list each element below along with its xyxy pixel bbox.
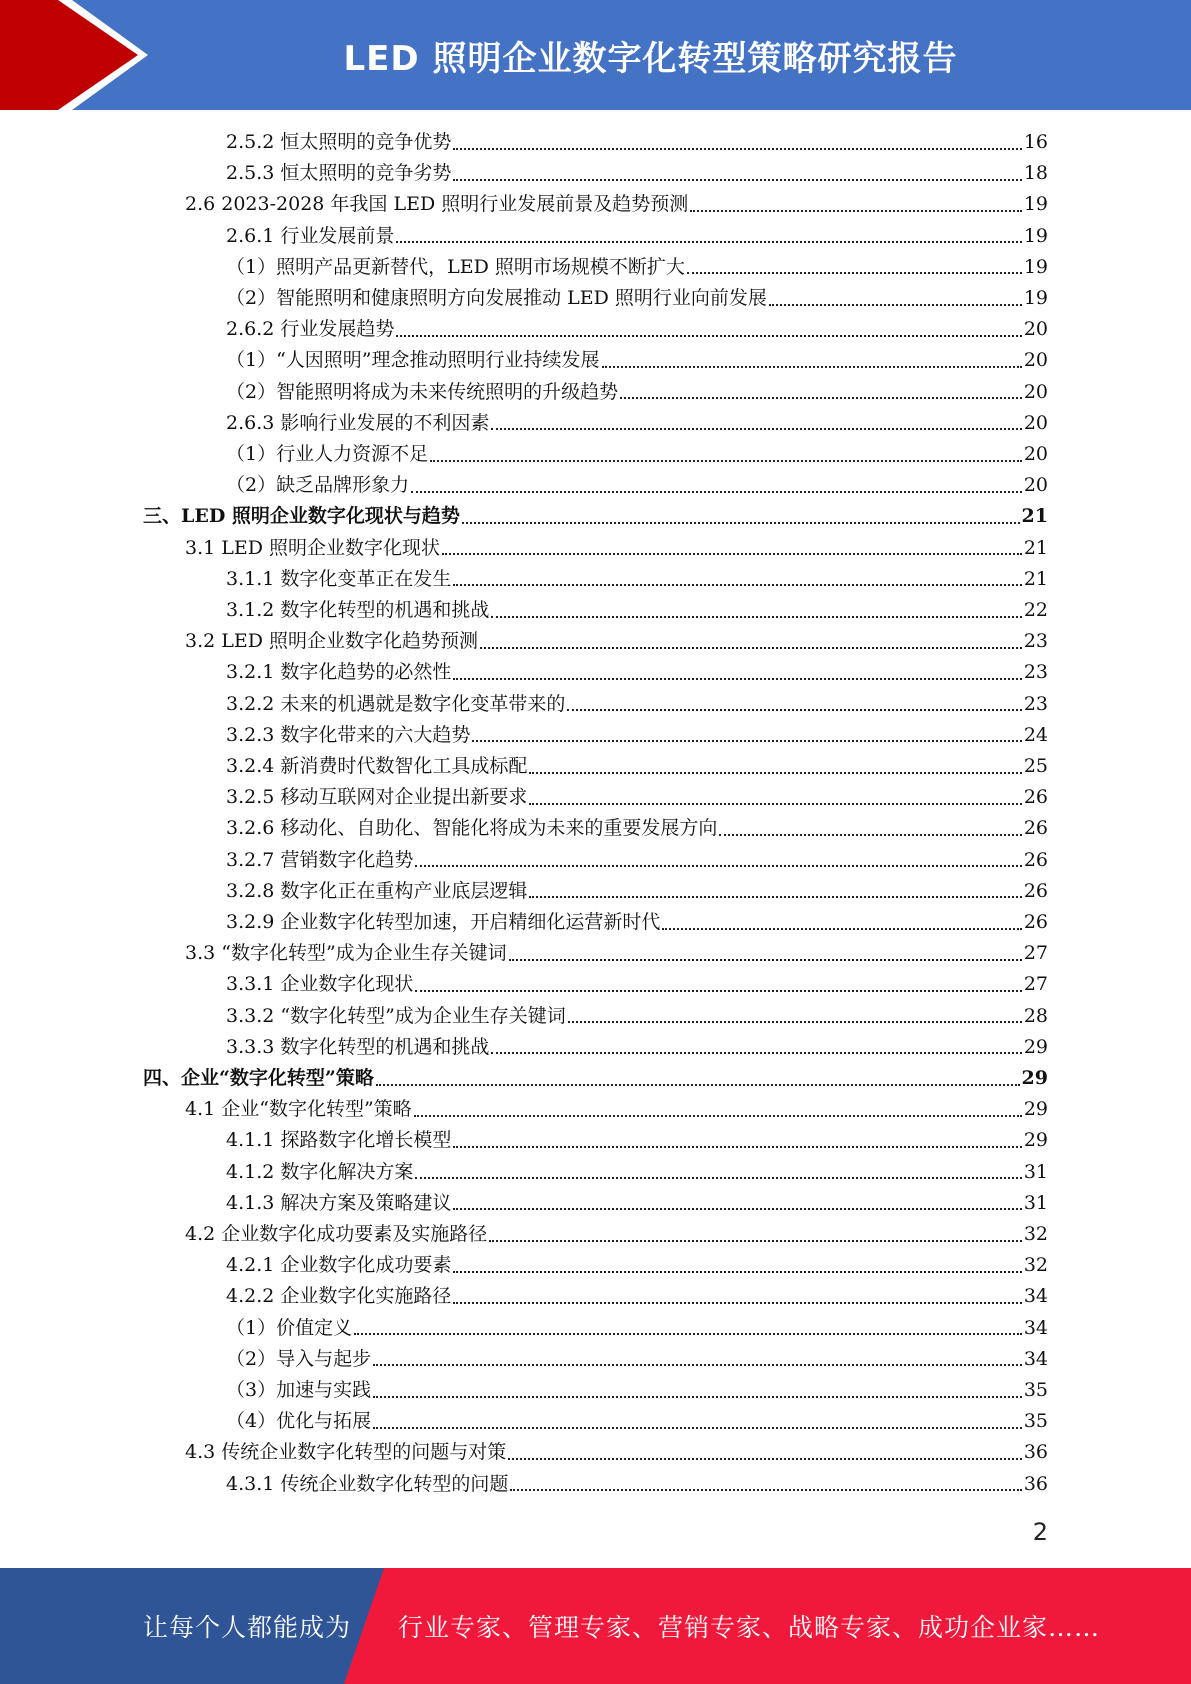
- toc-entry-title: 4.3 传统企业数字化转型的问题与对策: [185, 1441, 507, 1464]
- toc-entry[interactable]: [226, 1125, 1048, 1156]
- toc-entry-page: 16: [1023, 131, 1048, 153]
- toc-entry[interactable]: [185, 189, 1048, 220]
- toc-entry[interactable]: [226, 1375, 1048, 1406]
- toc-entry-page: 26: [1023, 848, 1048, 871]
- toc-entry[interactable]: [226, 720, 1048, 751]
- toc-entry-page: 31: [1023, 1160, 1048, 1183]
- toc-entry-page: 36: [1023, 1472, 1048, 1495]
- toc-entry-page: 26: [1023, 786, 1048, 809]
- toc-dot-leader: [411, 491, 1022, 493]
- toc-entry-title: 3.3.2 “数字化转型”成为企业生存关键词: [226, 1004, 566, 1027]
- toc-entry-title: 4.2.2 企业数字化实施路径: [226, 1285, 452, 1308]
- toc-dot-leader: [453, 584, 1021, 586]
- toc-dot-leader: [453, 1208, 1021, 1210]
- toc-entry[interactable]: [226, 1001, 1048, 1032]
- toc-entry[interactable]: [226, 657, 1048, 688]
- toc-entry[interactable]: [226, 470, 1048, 501]
- toc-entry[interactable]: [226, 751, 1048, 782]
- toc-entry-title: 四、企业“数字化转型”策略: [143, 1067, 374, 1089]
- toc-entry-title: 3.2.2 未来的机遇就是数字化变革带来的: [226, 692, 566, 715]
- toc-entry-page: 35: [1023, 1410, 1048, 1433]
- toc-entry[interactable]: [226, 252, 1048, 283]
- toc-entry-page: 24: [1023, 723, 1048, 746]
- toc-dot-leader: [414, 1115, 1022, 1117]
- toc-entry-page: 20: [1023, 411, 1048, 434]
- toc-dot-leader: [620, 397, 1022, 399]
- toc-entry[interactable]: [226, 1281, 1048, 1312]
- toc-entry[interactable]: [226, 1250, 1048, 1281]
- toc-entry[interactable]: [226, 377, 1048, 408]
- toc-entry-page: 26: [1023, 879, 1048, 902]
- toc-dot-leader: [373, 1364, 1022, 1366]
- toc-dot-leader: [719, 834, 1021, 836]
- toc-entry-page: 25: [1023, 755, 1048, 777]
- toc-entry[interactable]: [185, 533, 1048, 564]
- toc-dot-leader: [376, 1084, 1020, 1086]
- toc-entry[interactable]: [143, 501, 1048, 532]
- page-header: [0, 0, 1191, 110]
- toc-entry[interactable]: [226, 595, 1048, 626]
- toc-entry[interactable]: [226, 314, 1048, 345]
- toc-dot-leader: [453, 1271, 1021, 1273]
- toc-entry[interactable]: [226, 283, 1048, 314]
- toc-entry-page: 19: [1023, 193, 1048, 216]
- toc-entry-page: 29: [1021, 1067, 1048, 1089]
- toc-entry-title: （1）照明产品更新替代，LED 照明市场规模不断扩大: [226, 255, 685, 278]
- toc-entry[interactable]: [226, 1157, 1048, 1188]
- toc-entry-page: 21: [1023, 567, 1048, 590]
- toc-entry-title: 3.2.3 数字化带来的六大趋势: [226, 723, 471, 746]
- toc-dot-leader: [442, 553, 1022, 555]
- toc-entry[interactable]: [226, 907, 1048, 938]
- toc-entry-title: 2.5.2 恒太照明的竞争优势: [226, 131, 452, 153]
- toc-dot-leader: [453, 1146, 1021, 1148]
- toc-dot-leader: [453, 179, 1021, 181]
- toc-dot-leader: [415, 1177, 1021, 1179]
- toc-entry-title: 3.2.4 新消费时代数智化工具成标配: [226, 755, 528, 777]
- toc-entry-page: 32: [1023, 1223, 1048, 1245]
- toc-entry[interactable]: [226, 1188, 1048, 1219]
- toc-entry-page: 32: [1023, 1254, 1048, 1277]
- toc-entry-title: 3.1 LED 照明企业数字化现状: [185, 536, 441, 559]
- toc-entry-page: 34: [1023, 1316, 1048, 1339]
- toc-entry-title: 3.2.8 数字化正在重构产业底层逻辑: [226, 879, 528, 902]
- toc-entry[interactable]: [226, 969, 1048, 1000]
- toc-dot-leader: [453, 1302, 1021, 1304]
- toc-entry-title: （1）行业人力资源不足: [226, 443, 429, 465]
- toc-dot-leader: [491, 616, 1021, 618]
- toc-entry-title: （2）智能照明和健康照明方向发展推动 LED 照明行业向前发展: [226, 287, 767, 309]
- toc-entry-page: 20: [1023, 318, 1048, 341]
- toc-entry-title: （2）导入与起步: [226, 1347, 372, 1370]
- toc-entry-title: （3）加速与实践: [226, 1379, 372, 1401]
- toc-entry-page: 19: [1023, 224, 1048, 247]
- toc-dot-leader: [687, 272, 1022, 274]
- toc-entry-title: 2.5.3 恒太照明的竞争劣势: [226, 162, 452, 185]
- toc-entry-title: 4.1 企业“数字化转型”策略: [185, 1098, 412, 1121]
- toc-dot-leader: [567, 709, 1021, 711]
- toc-entry-title: （2）缺乏品牌形象力: [226, 474, 410, 497]
- page-footer: [0, 1568, 1191, 1684]
- toc-entry[interactable]: [226, 221, 1048, 252]
- toc-entry-title: 3.3.3 数字化转型的机遇和挑战: [226, 1035, 490, 1058]
- toc-entry-page: 31: [1023, 1191, 1048, 1214]
- toc-dot-leader: [415, 865, 1021, 867]
- toc-entry-page: 34: [1023, 1347, 1048, 1370]
- toc-dot-leader: [480, 647, 1022, 649]
- toc-entry-page: 26: [1023, 817, 1048, 840]
- toc-entry-title: 3.2.9 企业数字化转型加速，开启精细化运营新时代: [226, 911, 661, 933]
- toc-entry-title: 4.2.1 企业数字化成功要素: [226, 1254, 452, 1277]
- toc-entry-title: 三、LED 照明企业数字化现状与趋势: [143, 505, 460, 528]
- toc-dot-leader: [430, 460, 1022, 462]
- toc-entry-title: 2.6.2 行业发展趋势: [226, 318, 395, 341]
- toc-dot-leader: [491, 1052, 1021, 1054]
- toc-entry[interactable]: [226, 876, 1048, 907]
- toc-dot-leader: [472, 740, 1021, 742]
- toc-entry-page: 21: [1023, 536, 1048, 559]
- toc-entry-title: 3.2.6 移动化、自助化、智能化将成为未来的重要发展方向: [226, 817, 718, 840]
- toc-entry[interactable]: [226, 813, 1048, 844]
- toc-entry-title: 2.6.1 行业发展前景: [226, 224, 395, 247]
- toc-dot-leader: [354, 1333, 1022, 1335]
- toc-dot-leader: [489, 1240, 1022, 1242]
- toc-entry-title: （1）价值定义: [226, 1316, 353, 1339]
- toc-entry-page: 23: [1023, 661, 1048, 684]
- toc-entry-title: 4.3.1 传统企业数字化转型的问题: [226, 1472, 509, 1495]
- toc-entry-title: （2）智能照明将成为未来传统照明的升级趋势: [226, 380, 619, 403]
- toc-entry-page: 18: [1023, 162, 1048, 185]
- toc-entry-title: 3.1.1 数字化变革正在发生: [226, 567, 452, 590]
- toc-dot-leader: [568, 1021, 1022, 1023]
- toc-dot-leader: [491, 428, 1021, 430]
- toc-entry-page: 20: [1023, 443, 1048, 465]
- toc-entry[interactable]: [226, 345, 1048, 376]
- toc-dot-leader: [602, 366, 1022, 368]
- toc-dot-leader: [453, 678, 1021, 680]
- footer-slogan-left: 让每个人都能成为: [143, 1613, 352, 1642]
- toc-entry[interactable]: [226, 564, 1048, 595]
- toc-entry[interactable]: [226, 1469, 1048, 1500]
- toc-entry-title: 3.3.1 企业数字化现状: [226, 973, 414, 996]
- toc-entry-title: （4）优化与拓展: [226, 1410, 372, 1433]
- toc-entry[interactable]: [226, 845, 1048, 876]
- page-number: 2: [1032, 1518, 1048, 1546]
- toc-entry-page: 20: [1023, 474, 1048, 497]
- toc-entry-title: 3.1.2 数字化转型的机遇和挑战: [226, 599, 490, 621]
- toc-dot-leader: [662, 928, 1021, 930]
- toc-dot-leader: [529, 772, 1021, 774]
- toc-dot-leader: [690, 210, 1022, 212]
- toc-entry[interactable]: [226, 127, 1048, 158]
- toc-entry[interactable]: [226, 408, 1048, 439]
- toc-entry[interactable]: [185, 1437, 1048, 1468]
- toc-dot-leader: [510, 1489, 1021, 1491]
- toc-entry-title: 4.1.3 解决方案及策略建议: [226, 1191, 452, 1214]
- toc-dot-leader: [396, 335, 1021, 337]
- toc-entry-page: 22: [1023, 599, 1048, 621]
- toc-dot-leader: [509, 959, 1022, 961]
- toc-entry[interactable]: [226, 782, 1048, 813]
- toc-entry-page: 19: [1023, 287, 1048, 309]
- toc-entry-title: 2.6 2023-2028 年我国 LED 照明行业发展前景及趋势预测: [185, 193, 689, 216]
- toc-entry[interactable]: [226, 158, 1048, 189]
- toc-entry-title: 4.1.2 数字化解决方案: [226, 1160, 414, 1183]
- toc-entry-title: （1）“人因照明”理念推动照明行业持续发展: [226, 349, 600, 372]
- toc-entry-title: 3.2 LED 照明企业数字化趋势预测: [185, 630, 479, 653]
- toc-dot-leader: [769, 304, 1022, 306]
- toc-dot-leader: [373, 1427, 1022, 1429]
- toc-entry-page: 34: [1023, 1285, 1048, 1308]
- toc-entry[interactable]: [185, 626, 1048, 657]
- toc-dot-leader: [415, 990, 1021, 992]
- toc-entry[interactable]: [143, 1063, 1048, 1094]
- report-title: LED 照明企业数字化转型策略研究报告: [343, 38, 958, 79]
- toc-entry-page: 20: [1023, 349, 1048, 372]
- toc-entry-title: 3.3 “数字化转型”成为企业生存关键词: [185, 942, 507, 965]
- toc-entry[interactable]: [226, 689, 1048, 720]
- toc-entry[interactable]: [185, 1219, 1048, 1250]
- toc-dot-leader: [529, 803, 1021, 805]
- toc-entry[interactable]: [226, 1406, 1048, 1437]
- toc-dot-leader: [373, 1396, 1022, 1398]
- toc-entry-title: 4.1.1 探路数字化增长模型: [226, 1129, 452, 1152]
- toc-entry-page: 20: [1023, 380, 1048, 403]
- toc-entry-page: 19: [1023, 255, 1048, 278]
- toc-entry[interactable]: [185, 1094, 1048, 1125]
- toc-entry-page: 26: [1023, 911, 1048, 933]
- toc-entry-page: 21: [1021, 505, 1048, 528]
- toc-entry-page: 35: [1023, 1379, 1048, 1401]
- toc-entry-title: 3.2.5 移动互联网对企业提出新要求: [226, 786, 528, 809]
- toc-dot-leader: [529, 896, 1021, 898]
- toc-entry-page: 23: [1023, 692, 1048, 715]
- toc-entry-page: 36: [1023, 1441, 1048, 1464]
- footer-slogan-right: 行业专家、管理专家、营销专家、战略专家、成功企业家……: [398, 1613, 1101, 1642]
- toc-entry-page: 27: [1023, 942, 1048, 965]
- toc-dot-leader: [396, 241, 1021, 243]
- toc-entry[interactable]: [226, 1313, 1048, 1344]
- toc-entry[interactable]: [185, 938, 1048, 969]
- toc-entry[interactable]: [226, 439, 1048, 470]
- toc-entry-page: 23: [1023, 630, 1048, 653]
- toc-entry-page: 29: [1023, 1035, 1048, 1058]
- toc-dot-leader: [508, 1458, 1022, 1460]
- toc-entry[interactable]: [226, 1344, 1048, 1375]
- toc-entry-page: 28: [1023, 1004, 1048, 1027]
- toc-entry-title: 2.6.3 影响行业发展的不利因素: [226, 411, 490, 434]
- toc-entry-page: 27: [1023, 973, 1048, 996]
- toc-dot-leader: [462, 522, 1020, 524]
- toc-entry[interactable]: [226, 1032, 1048, 1063]
- toc-entry-page: 29: [1023, 1129, 1048, 1152]
- header-arrow-decoration: [0, 0, 160, 110]
- toc-entry-title: 3.2.7 营销数字化趋势: [226, 848, 414, 871]
- toc-dot-leader: [453, 148, 1021, 150]
- toc-entry-page: 29: [1023, 1098, 1048, 1121]
- toc-entry-title: 3.2.1 数字化趋势的必然性: [226, 661, 452, 684]
- toc-entry-title: 4.2 企业数字化成功要素及实施路径: [185, 1223, 488, 1245]
